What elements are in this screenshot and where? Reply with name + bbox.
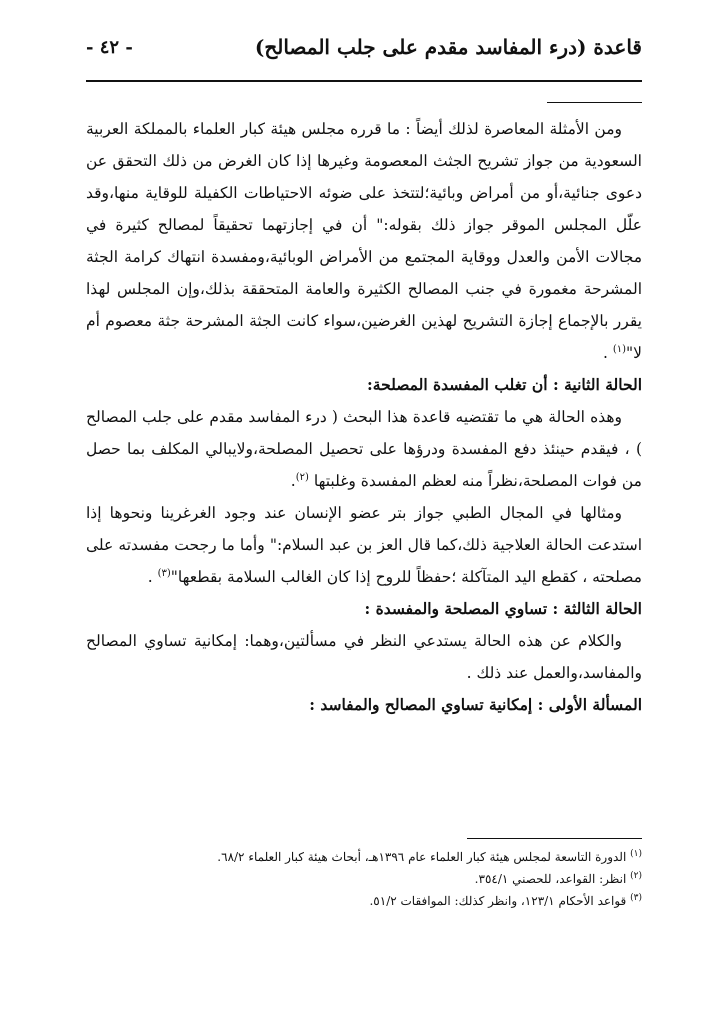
paragraph-1: [86, 113, 642, 369]
footnote-2: [86, 868, 642, 890]
paragraph-3-end: .: [147, 568, 158, 586]
paragraph-2: [86, 401, 642, 497]
page-header: [86, 30, 642, 64]
footnotes: [86, 846, 642, 912]
page-number: - ٤٢ -: [86, 36, 133, 58]
heading-issue-one: المسألة الأولى : إمكانية تساوي المصالح والمفاسد :: [309, 695, 642, 714]
header-rule: [86, 80, 642, 82]
footnote-3: [86, 890, 642, 912]
footnote-rule: [467, 838, 642, 839]
footnote-text: الدورة التاسعة لمجلس هيئة كبار العلماء عام ١٣٩٦هـ، أبحاث هيئة كبار العلماء ٦٨/٢.: [217, 850, 627, 864]
paragraph-1-text: ومن الأمثلة المعاصرة لذلك أيضاً : ما قرره مجلس هيئة كبار العلماء بالمملكة العربية السعودية من جواز تشريح الجثث المعصومة وغيرها إذا كان الغرض من ذلك التحقق عن دعوى جنائية،أو من أمراض وبائية؛لتتخذ على ضوئه الاحتياطات الكفيلة للوقاية منها،وقد علّل المجلس الموقر جواز ذلك بقوله:" أن في إجازتهما تحقيقاً لمصالح كثيرة في مجالات الأمن والعدل ووقاية المجتمع من الأمراض الوبائية،ومفسدة انتهاك كرامة الجثة المشرحة مغمورة في جنب المصالح الكثيرة والعامة المتحققة بذلك،وإن المجلس لهذا يقرر بالإجماع إجازة التشريح لهذين الغرضين،سواء كانت الجثة المشرحة جثة معصوم أم لا": [86, 120, 642, 362]
main-text: [86, 86, 642, 721]
paragraph-3-text: ومثالها في المجال الطبي جواز بتر عضو الإنسان عند وجود الغرغرينا ونحوها إذا استدعت الحالة العلاجية ذلك،كما قال العز بن عبد السلام:" وأما ما رجحت مفسدته على مصلحته ، كقطع اليد المتآكلة ؛حفظاً للروح إذا كان الغالب السلامة بقطعها": [86, 504, 642, 586]
footnote-1: [86, 846, 642, 868]
paragraph-1-end: .: [602, 344, 613, 362]
paragraph-3: [86, 497, 642, 593]
footnote-ref-2[interactable]: (٢): [295, 471, 309, 483]
footnote-number: (٣): [630, 893, 642, 903]
footnote-number: (٢): [630, 871, 642, 881]
section-rule: [547, 102, 642, 103]
footnote-number: (١): [630, 849, 642, 859]
paragraph-4: والكلام عن هذه الحالة يستدعي النظر في مسألتين،وهما: إمكانية تساوي المصالح والمفاسد،والعمل عند ذلك .: [86, 632, 642, 682]
running-title: قاعدة (درء المفاسد مقدم على جلب المصالح): [254, 35, 642, 59]
footnote-ref-3[interactable]: (٣): [157, 567, 171, 579]
paragraph-2-end: .: [290, 472, 296, 490]
paragraph-2-text: وهذه الحالة هي ما تقتضيه قاعدة هذا البحث ( درء المفاسد مقدم على جلب المصالح ) ، فيقدم حينئذ دفع المفسدة ودرؤها على تحصيل المصلحة،ولايبالي المكلف بما حصل من فوات المصلحة،نظراً منه لعظم المفسدة وغلبتها: [86, 408, 642, 490]
footnote-text: انظر: القواعد، للحصني ٣٥٤/١.: [474, 872, 627, 886]
heading-case-two: الحالة الثانية : أن تغلب المفسدة المصلحة:: [367, 375, 642, 394]
heading-case-three: الحالة الثالثة : تساوي المصلحة والمفسدة :: [364, 599, 642, 618]
footnote-text: قواعد الأحكام ١٢٣/١، وانظر كذلك: الموافقات ٥١/٢.: [369, 894, 627, 908]
footnote-ref-1[interactable]: (١): [612, 343, 627, 355]
